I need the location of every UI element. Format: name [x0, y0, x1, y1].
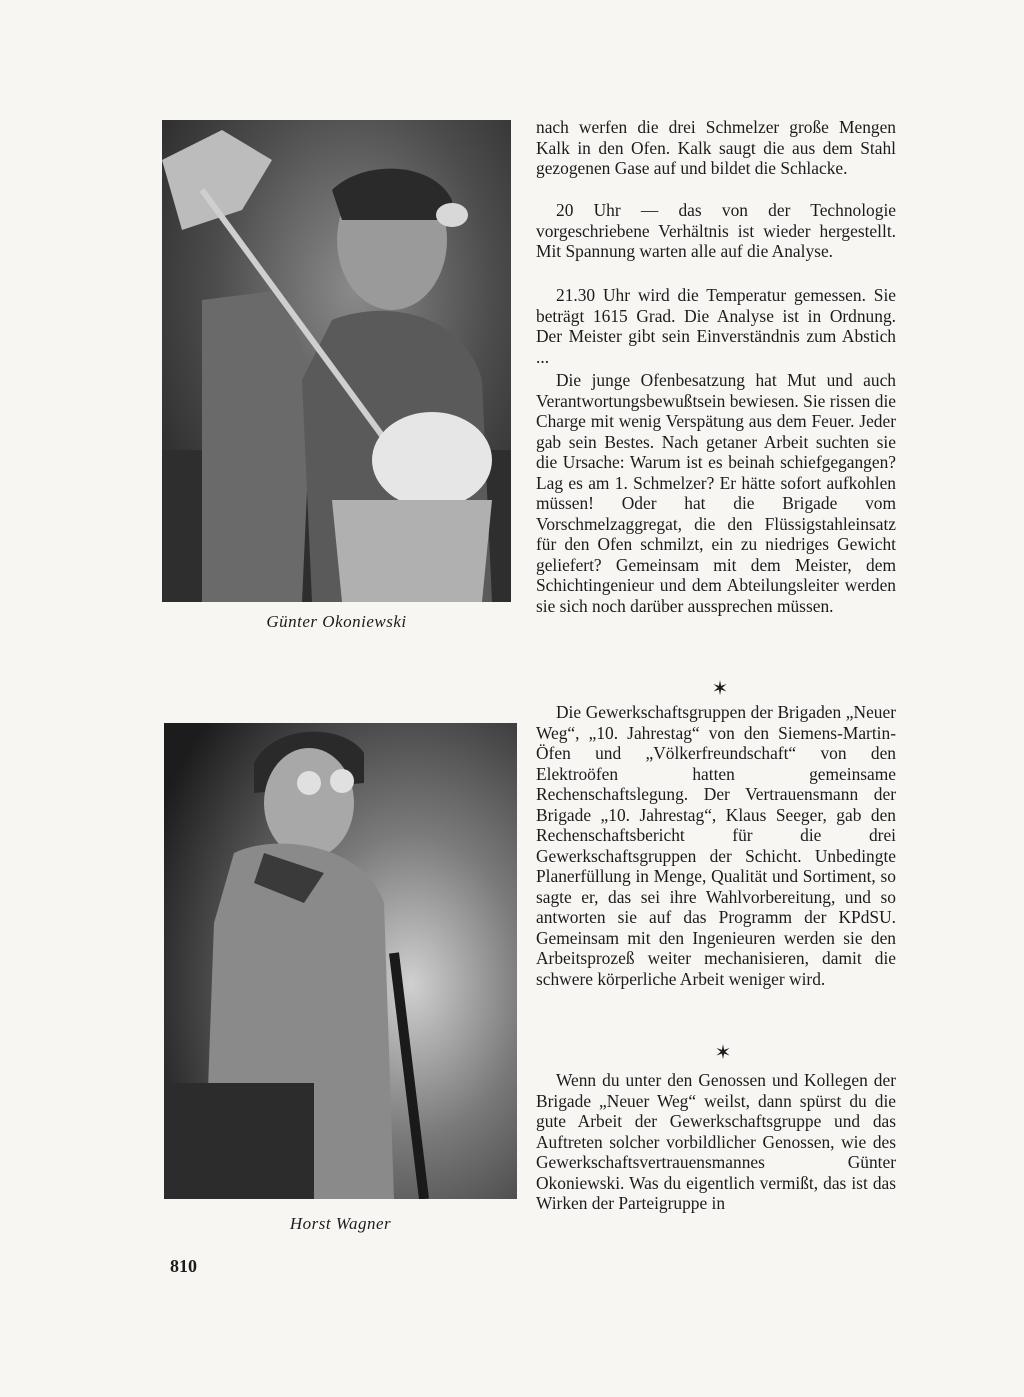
section-separator: ✶ — [714, 1040, 732, 1064]
paragraph: nach werfen die drei Schmelzer große Mengen Kalk in den Ofen. Kalk saugt die aus dem Stahl gezogenen Gase auf und bildet die Schlacke. — [536, 117, 896, 178]
paragraph: Die Gewerkschaftsgruppen der Brigaden „Neuer Weg“, „10. Jahrestag“ von den Siemens-Martin-Öfen und „Völkerfreundschaft“ von den Elektroöfen hatten gemeinsame Rechenschaftslegung. Der Vertrauensmann der Brigade „10. Jahrestag“, Klaus Seeger, gab den Rechenschaftsbericht für die drei Gewerkschaftsgruppen der Schicht. Unbedingte Planerfüllung in Menge, Qualität und Sortiment, so sagte er, das sei ihre Wahlvorbereitung, und so antworten sie auf das Programm der KPdSU. Gemeinsam mit den Ingenieuren werden sie den Arbeitsprozeß weiter mechanisieren, damit die schwere körperliche Arbeit weniger wird. — [536, 702, 896, 989]
photo-2-illustration — [164, 723, 517, 1199]
paragraph: 20 Uhr — das von der Technologie vorgeschriebene Verhältnis ist wieder hergestellt. Mit Spannung warten alle auf die Analyse. — [536, 200, 896, 261]
paragraph: 21.30 Uhr wird die Temperatur gemessen. Sie beträgt 1615 Grad. Die Analyse ist in Ordnung. Der Meister gibt sein Einverständnis zum Abstich ... — [536, 285, 896, 367]
section-separator: ✶ — [711, 676, 729, 700]
photo-horst-wagner — [164, 723, 517, 1199]
photo-guenter-okoniewski — [162, 120, 511, 602]
photo-1-illustration — [162, 120, 511, 602]
paragraph: Die junge Ofenbesatzung hat Mut und auch Verantwortungsbewußtsein bewiesen. Sie rissen die Charge mit wenig Verspätung aus dem Feuer. Jeder gab sein Bestes. Nach getaner Arbeit suchten sie die Ursache: Warum ist es beinah schiefgegangen? Lag es am 1. Schmelzer? Er hätte sofort aufkohlen müssen! Oder hat die Brigade vom Vorschmelzaggregat, die den Flüssigstahleinsatz für den Ofen schmilzt, ein zu niedriges Gewicht geliefert? Gemeinsam mit dem Meister, dem Schichtingenieur und dem Abteilungsleiter werden sie sich noch darüber aussprechen müssen. — [536, 370, 896, 616]
page-number: 810 — [170, 1256, 197, 1276]
photo-caption: Horst Wagner — [289, 1214, 392, 1233]
photo-caption: Günter Okoniewski — [266, 612, 407, 631]
paragraph: Wenn du unter den Genossen und Kollegen der Brigade „Neuer Weg“ weilst, dann spürst du die gute Arbeit der Gewerkschaftsgruppe und das Auftreten solcher vorbildlicher Genossen, wie des Gewerkschaftsvertrauensmannes Günter Okoniewski. Was du eigentlich vermißt, das ist das Wirken der Parteigruppe in — [536, 1070, 896, 1213]
